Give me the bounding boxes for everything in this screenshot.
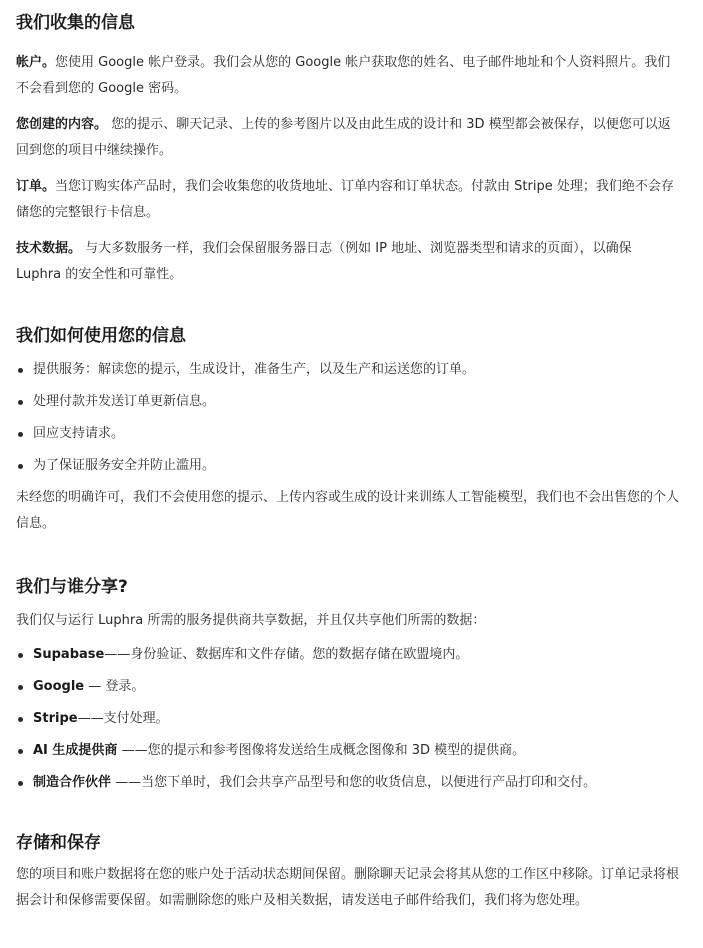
collect-paragraph-technical — [16, 236, 679, 288]
bullet-dot-icon — [18, 368, 23, 373]
collect-text-content: 您的提示、聊天记录、上传的参考图片以及由此生成的设计和 3D 模型都会被保存，以便您可以返回到您的项目中继续操作。 — [16, 117, 671, 158]
list-item — [16, 453, 679, 479]
use-bullet-text: 提供服务：解读您的提示，生成设计，准备生产，以及生产和运送您的订单。 — [33, 362, 476, 377]
use-bullet-text: 回应支持请求。 — [33, 426, 125, 441]
collect-paragraph-account — [16, 50, 679, 102]
share-provider-name: Google — [33, 679, 85, 694]
section-title-share: 我们与谁分享? — [16, 577, 128, 597]
storage-paragraph: 您的项目和账户数据将在您的账户处于活动状态期间保留。删除聊天记录会将其从您的工作区中移除。订单记录将根据会计和保修需要保留。如需删除您的账户及相关数据，请发送电子邮件给我们，我们将为您处理。 — [16, 867, 680, 908]
collect-lead-technical: 技术数据。 — [16, 241, 82, 256]
use-note: 未经您的明确许可，我们不会使用您的提示、上传内容或生成的设计来训练人工智能模型，我们也不会出售您的个人信息。 — [16, 490, 680, 531]
share-provider-name: 制造合作伙伴 — [33, 775, 112, 790]
collect-text-technical: 与大多数服务一样，我们会保留服务器日志（例如 IP 地址、浏览器类型和请求的页面），以确保 Luphra 的安全性和可靠性。 — [16, 241, 632, 282]
collect-text-orders: 当您订购实体产品时，我们会收集您的收货地址、订单内容和订单状态。付款由 Stripe 处理；我们绝不会存储您的完整银行卡信息。 — [16, 179, 674, 220]
section-title-collect: 我们收集的信息 — [16, 13, 135, 33]
bullet-dot-icon — [18, 685, 23, 690]
section-title-storage: 存储和保存 — [16, 833, 101, 853]
bullet-dot-icon — [18, 653, 23, 658]
collect-paragraph-content — [16, 112, 679, 164]
list-item — [16, 421, 679, 447]
bullet-dot-icon — [18, 400, 23, 405]
collect-lead-orders: 订单。 — [16, 179, 56, 194]
share-provider-name: Supabase — [33, 647, 105, 662]
share-provider-text: ——支付处理。 — [77, 711, 169, 726]
list-item — [16, 770, 679, 796]
share-bullet-list — [16, 642, 679, 796]
bullet-dot-icon — [18, 749, 23, 754]
list-item — [16, 738, 679, 764]
share-provider-text: ——您的提示和参考图像将发送给生成概念图像和 3D 模型的提供商。 — [117, 743, 526, 758]
list-item — [16, 674, 679, 700]
share-provider-name: AI 生成提供商 — [33, 743, 118, 758]
bullet-dot-icon — [18, 432, 23, 437]
section-title-use: 我们如何使用您的信息 — [16, 326, 186, 346]
share-intro: 我们仅与运行 Luphra 所需的服务提供商共享数据，并且仅共享他们所需的数据： — [16, 613, 486, 628]
list-item — [16, 357, 679, 383]
collect-text-account: 您使用 Google 帐户登录。我们会从您的 Google 帐户获取您的姓名、电子邮件地址和个人资料照片。我们不会看到您的 Google 密码。 — [16, 55, 671, 96]
bullet-dot-icon — [18, 464, 23, 469]
share-provider-text: ——身份验证、数据库和文件存储。您的数据存储在欧盟境内。 — [104, 647, 469, 662]
list-item — [16, 389, 679, 415]
list-item — [16, 706, 679, 732]
share-provider-name: Stripe — [33, 711, 78, 726]
collect-lead-content: 您创建的内容。 — [16, 117, 108, 132]
use-bullet-text: 处理付款并发送订单更新信息。 — [33, 394, 216, 409]
list-item — [16, 642, 679, 668]
bullet-dot-icon — [18, 781, 23, 786]
use-bullet-list — [16, 357, 679, 479]
share-provider-text: — 登录。 — [84, 679, 145, 694]
share-provider-text: ——当您下单时，我们会共享产品型号和您的收货信息，以便进行产品打印和交付。 — [111, 775, 597, 790]
collect-paragraph-orders — [16, 174, 679, 226]
collect-lead-account: 帐户。 — [16, 55, 56, 70]
use-bullet-text: 为了保证服务安全并防止滥用。 — [33, 458, 216, 473]
bullet-dot-icon — [18, 717, 23, 722]
